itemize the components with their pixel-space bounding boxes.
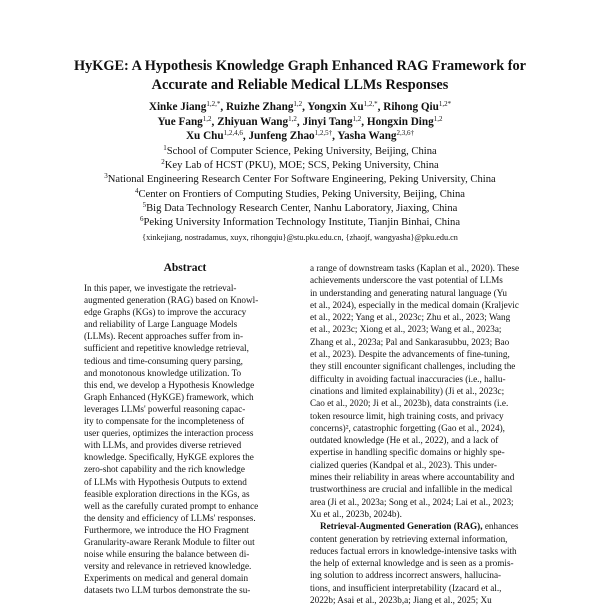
text-line: in understanding and generating natural language (Yu xyxy=(310,287,507,298)
affiliation-sup: 2 xyxy=(161,158,165,167)
abstract-heading: Abstract xyxy=(163,262,207,274)
text-line: leverages LLMs' powerful reasoning capac- xyxy=(84,403,246,414)
text-line: sufficient and repetitive knowledge retrieval, xyxy=(84,343,249,354)
author-name: Hongxin Ding xyxy=(366,115,434,128)
text-line: token resource limit, high training costs, and privacy xyxy=(310,410,504,421)
affiliation-sup: 5 xyxy=(142,200,147,209)
text-line: the density and efficiency of LLMs' responses. xyxy=(84,512,256,523)
affiliation-text: Peking University Information Technology Institute, Tianjin Binhai, China xyxy=(143,217,461,229)
text-line: Graph Enhanced (HyKGE) framework, which xyxy=(84,391,254,402)
text-line: 2022b; Asai et al., 2023b,a; Jiang et al., 2025; Xu xyxy=(310,595,492,606)
author-list xyxy=(40,100,560,144)
text-line: user queries, optimizes the interaction process xyxy=(84,428,254,439)
text-line: concerns)², catastrophic forgetting (Gao et al., 2024), xyxy=(310,422,505,433)
text-line: of LLMs with Hypothesis Outputs to extend xyxy=(84,476,247,487)
text-line: area (Ji et al., 2023a; Song et al., 2024; Lai et al., 2023; xyxy=(310,496,514,507)
text-line: feasible exploration directions in the KGs, as xyxy=(84,488,250,499)
author-sup: 1,2 xyxy=(433,114,443,123)
text-line: Experiments on medical and general domain xyxy=(84,573,249,584)
text-line: (LLMs). Recent approaches suffer from in- xyxy=(84,331,244,342)
text-line: augmented generation (RAG) based on Knowl- xyxy=(84,295,259,306)
text-line: and monotonous knowledge utilization. To xyxy=(84,367,242,378)
text-line: Cao et al., 2020; Ji et al., 2023b), data constraints (i.e. xyxy=(310,398,509,409)
author-row-3: Xu Chu$^{1,2,4,6}$, Junfeng Zhao$^{1,2,5\dagger}$, Yasha Wang$^{2,3,6\dagger}$ xyxy=(185,129,415,142)
author-emails: {xinkejiang, nostradamus, xuyx, rihongqiu}@stu.pku.edu.cn, {zhaojf, wangyasha}@pku.edu.cn xyxy=(142,233,458,242)
affiliation-6 xyxy=(40,216,560,230)
text-line: this end, we develop a Hypothesis Knowledge xyxy=(84,379,255,390)
intro-paragraph-2-first-line xyxy=(310,520,532,532)
text-line: they still encounter significant challenges, including the xyxy=(310,361,516,372)
affiliation-sup: 4 xyxy=(134,186,139,195)
affiliation-4 xyxy=(40,188,560,202)
author-sup: 1,2,5† xyxy=(314,129,333,137)
text-line: achievements underscore the vast potential of LLMs xyxy=(310,275,503,286)
affiliation-list xyxy=(40,145,560,230)
introduction-column xyxy=(310,262,532,606)
author-name: Yue Fang xyxy=(157,115,203,128)
text-line: Xu et al., 2023b, 2024b). xyxy=(310,508,402,519)
text-line: ity to compensate for the incompleteness of xyxy=(84,416,245,427)
text-line: expertise in handling specific domains or highly spe- xyxy=(310,447,505,458)
affiliation-text: Big Data Technology Research Center, Nanhu Laboratory, Jiaxing, China xyxy=(146,202,458,214)
text-line: cinations and limited explainability) (Ji et al., 2023c; xyxy=(310,385,505,396)
paper-title xyxy=(40,57,560,95)
author-sup: 1,2* xyxy=(438,100,452,108)
affiliation-text: Center on Frontiers of Computing Studies, Peking University, Beijing, China xyxy=(138,188,466,200)
author-name: Rihong Qiu xyxy=(383,101,439,113)
affiliation-sup: 6 xyxy=(139,215,144,224)
text-line: Granularity-aware Rerank Module to filter out xyxy=(84,536,255,547)
text-line: Zhang et al., 2023a; Pal and Sankarasubbu, 2023; Bao xyxy=(310,336,510,347)
author-row-1: Xinke Jiang$^{1,2,*}$, Ruizhe Zhang$^{1,2}$, Yongxin $Xu^{1,2,*}$, Rihong Qiu$^{1,2*}$ xyxy=(148,100,452,113)
affiliation-sup: 3 xyxy=(104,172,108,181)
author-name: Zhiyuan Wang xyxy=(217,115,289,128)
author-name: Xinke Jiang xyxy=(148,101,207,113)
intro-paragraph-2 xyxy=(310,533,532,606)
author-name: Junfeng Zhao xyxy=(248,130,315,142)
text-line: edge Graphs (KGs) to improve the accuracy xyxy=(84,307,247,318)
text-line: tedious and time-consuming query parsing, xyxy=(84,355,243,366)
title-line-2: Accurate and Reliable Medical LLMs Responses xyxy=(151,77,449,93)
author-sup: 1,2,* xyxy=(206,100,221,108)
abstract-body xyxy=(84,282,279,596)
title-line-1: HyKGE: A Hypothesis Knowledge Graph Enhanced RAG Framework for xyxy=(74,58,526,74)
text-line: with LLMs, and provides diverse retrieved xyxy=(84,440,242,451)
author-sup: 1,2 xyxy=(352,114,362,123)
text-line: trustworthiness are crucial and infallible in the medical xyxy=(310,484,513,495)
text-line: content generation by retrieving external information, xyxy=(310,533,508,544)
text-line: knowledge. Specifically, HyKGE explores the xyxy=(84,452,254,463)
rag-rest: enhances xyxy=(482,521,519,532)
text-line: and reliability of Large Language Models xyxy=(84,319,238,330)
text-line: ing solution to address incorrect answers, hallucina- xyxy=(310,570,502,581)
text-line: et al., 2024), especially in the medical domain (Kraljevic xyxy=(310,299,519,310)
rag-term: Retrieval-Augmented Generation (RAG), xyxy=(320,521,483,532)
author-row-2: Yue Fang$^{1,2}$, Zhiyuan Wang$^{1,2}$, Jinyi Tang$^{1,2}$, Hongxin Ding$^{1,2}$ xyxy=(157,114,443,128)
text-line: zero-shot capability and the rich knowledge xyxy=(84,464,245,475)
author-name: Ruizhe Zhang xyxy=(225,101,294,113)
author-name: Yongxin Xu xyxy=(307,101,364,113)
text-line: et al., 2023c; Xiong et al., 2023; Wang et al., 2023a; xyxy=(310,324,502,335)
affiliation-text: School of Computer Science, Peking University, Beijing, China xyxy=(166,146,437,157)
text-line: cialized queries (Kandpal et al., 2023). This under- xyxy=(310,459,497,470)
author-sup: 1,2,4,6 xyxy=(223,129,243,137)
author-name: Yasha Wang xyxy=(337,130,397,142)
text-line: the help of external knowledge and is seen as a promis- xyxy=(310,558,514,569)
text-line: mines their reliability in areas where accountability and xyxy=(310,472,515,483)
author-sup: 1,2 xyxy=(202,114,212,123)
text-line: outdated knowledge (He et al., 2022), and a lack of xyxy=(310,435,499,446)
text-line: versity and relevance in retrieved knowledge. xyxy=(84,561,252,572)
intro-paragraph-1 xyxy=(310,262,532,520)
affiliation-1 xyxy=(40,145,560,159)
affiliation-5 xyxy=(40,202,560,216)
text-line: difficulty in avoiding factual inaccuracies (i.e., hallu- xyxy=(310,373,506,384)
affiliation-3 xyxy=(40,173,560,187)
text-line: reduces factual errors in knowledge-intensive tasks with xyxy=(310,545,517,556)
author-sup: 1,2 xyxy=(293,100,303,108)
author-sup: 2,3,6† xyxy=(396,129,415,137)
affiliation-sup: 1 xyxy=(163,144,167,152)
affiliation-2 xyxy=(40,159,560,173)
author-name: Jinyi Tang xyxy=(302,115,353,128)
affiliation-text: Key Lab of HCST (PKU), MOE; SCS, Peking University, China xyxy=(164,160,439,172)
text-line: tions, and insufficient interpretability (Izacard et al., xyxy=(310,582,502,593)
text-line: well as the carefully curated prompt to enhance xyxy=(84,500,259,511)
text-line: Furthermore, we introduce the HO Fragment xyxy=(84,524,249,535)
text-line: et al., 2023). Despite the advancements of fine-tuning, xyxy=(310,349,510,360)
author-sup: 1,2 xyxy=(288,114,297,123)
author-sup: 1,2,* xyxy=(363,100,378,108)
affiliation-text: National Engineering Research Center For Software Engineering, Peking University, China xyxy=(107,174,496,186)
text-line: datasets two LLM turbos demonstrate the su- xyxy=(84,585,251,596)
text-line: noise while ensuring the balance between di- xyxy=(84,549,250,560)
text-line: et al., 2022; Yang et al., 2023c; Zhu et al., 2023; Wang xyxy=(310,312,511,323)
text-line: In this paper, we investigate the retrieval- xyxy=(84,283,237,293)
author-name: Xu Chu xyxy=(185,130,224,142)
text-line: a range of downstream tasks (Kaplan et al., 2020). These xyxy=(310,263,520,273)
